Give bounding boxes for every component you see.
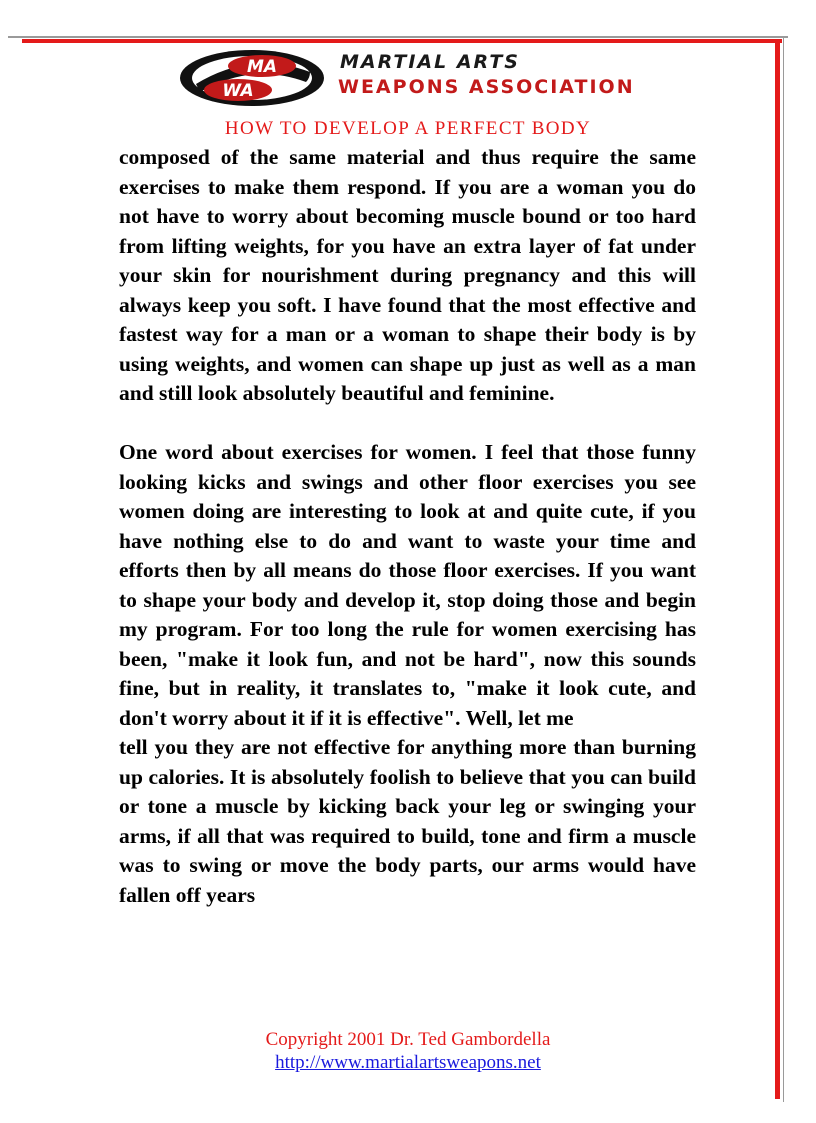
emblem-top-text: MA (246, 57, 278, 77)
website-link[interactable]: http://www.martialartsweapons.net (275, 1052, 541, 1073)
paragraph: One word about exercises for women. I feel that those funny looking kicks and swings and other floor exercises you see women doing are interesting to look at and quite cute, if you have nothing else to do and want to waste your time and efforts then by all means do those floor exercises. If you want to shape your body and develop it, stop doing those and begin my program. For too long the rule for women exercising has been, "make it look fun, and not be hard", now this sounds fine, but in reality, it translates to, "make it look cute, and don't worry about it if it is effective". Well, let me (119, 440, 696, 730)
paragraph: composed of the same material and thus require the same exercises to make them respond. If you are a woman you do not have to worry about becoming muscle bound or too hard from lifting weights, for you have an extra layer of fat under your skin for nourishment during pregnancy and this will always keep you soft. I have found that the most effective and fastest way for a man or a woman to shape their body is by using weights, and women can shape up just as well as a man and still look absolutely beautiful and feminine. (119, 145, 696, 405)
paragraph-spacer (119, 409, 696, 439)
logo-title-line2: WEAPONS ASSOCIATION (338, 76, 635, 98)
logo-title-line1: MARTIAL ARTS (340, 51, 520, 73)
page-footer (0, 1028, 816, 1074)
mawa-emblem-icon (178, 48, 328, 108)
emblem-bottom-text: WA (222, 81, 254, 101)
association-logo (178, 48, 648, 108)
copyright-text: Copyright 2001 Dr. Ted Gambordella (265, 1029, 551, 1050)
right-border-red (775, 39, 780, 1099)
top-border-red (22, 39, 782, 43)
paragraph: tell you they are not effective for anything more than burning up calories. It is absolutely foolish to believe that you can build or tone a muscle by kicking back your leg or swinging your arms, if all that was required to build, tone and firm a muscle was to swing or move the body parts, our arms would have fallen off years (119, 735, 696, 907)
top-border-gray (8, 36, 788, 38)
article-body (119, 143, 696, 910)
page-heading: HOW TO DEVELOP A PERFECT BODY (224, 118, 592, 139)
right-border-gray (783, 36, 784, 1102)
